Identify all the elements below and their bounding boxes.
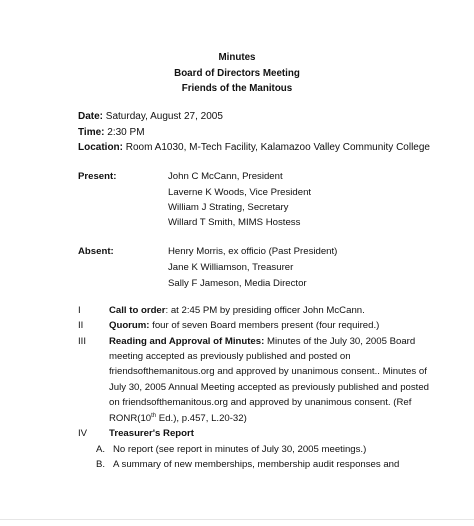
item-text-line: friendsofthemanitous.org and approved by unanimous consent.. Minutes of [109,366,427,377]
document-subtitle-organization: Friends of the Manitous [181,83,293,94]
item-title: Quorum: [109,320,150,331]
location-value: Room A1030, M-Tech Facility, Kalamazoo Valley Community College [123,142,430,153]
reference-text: Ed.), p.457, L.20-32) [156,413,247,424]
document-title: Minutes [218,52,256,63]
meeting-time [78,127,145,138]
reference-text: RONR(10 [109,413,152,424]
meeting-location [78,142,430,153]
present-member: William J Strating, Secretary [168,202,289,213]
ordinal-suffix: th [151,412,157,419]
item-number: I [78,305,81,316]
item-text: four of seven Board members present (four required.) [149,320,380,331]
present-member: John C McCann, President [168,171,283,182]
location-label: Location: [78,142,123,153]
item-text-line: on friendsofthemanitous.org and approved by unanimous consent. (Ref [109,397,412,408]
absent-member: Jane K Williamson, Treasurer [168,262,294,273]
item-number: IV [78,428,88,439]
item-text-line [109,413,247,424]
time-value: 2:30 PM [104,127,145,138]
item-number: III [78,336,86,347]
absent-member: Sally F Jameson, Media Director [168,278,307,289]
item-text-line: July 30, 2005 Annual Meeting accepted as previously published and posted [109,382,430,393]
document-subtitle-meeting: Board of Directors Meeting [174,68,300,79]
item-title: Call to order [109,305,166,316]
meeting-date [78,111,223,122]
absent-member: Henry Morris, ex officio (Past President) [168,246,338,257]
item-quorum [109,320,379,331]
page-bottom-divider [0,519,474,520]
subitem-text: A summary of new memberships, membership audit responses and [113,459,400,470]
item-call-to-order [109,305,365,316]
item-text: Minutes of the July 30, 2005 Board [264,336,416,347]
date-label: Date: [78,111,104,122]
item-title: Reading and Approval of Minutes: [109,336,265,347]
time-label: Time: [78,127,105,138]
item-reading-approval [109,336,415,347]
item-number: II [78,320,84,331]
present-member: Willard T Smith, MIMS Hostess [168,217,301,228]
absent-label: Absent: [78,246,114,257]
present-label: Present: [78,171,117,182]
subitem-text: No report (see report in minutes of July 30, 2005 meetings.) [113,444,367,455]
subitem-letter: B. [96,459,106,470]
present-member: Laverne K Woods, Vice President [168,187,312,198]
item-treasurers-report: Treasurer's Report [109,428,194,439]
date-value: Saturday, August 27, 2005 [103,111,223,122]
item-text-line: meeting accepted as previously published and posted on [109,351,351,362]
subitem-letter: A. [96,444,106,455]
item-text: : at 2:45 PM by presiding officer John McCann. [165,305,365,316]
